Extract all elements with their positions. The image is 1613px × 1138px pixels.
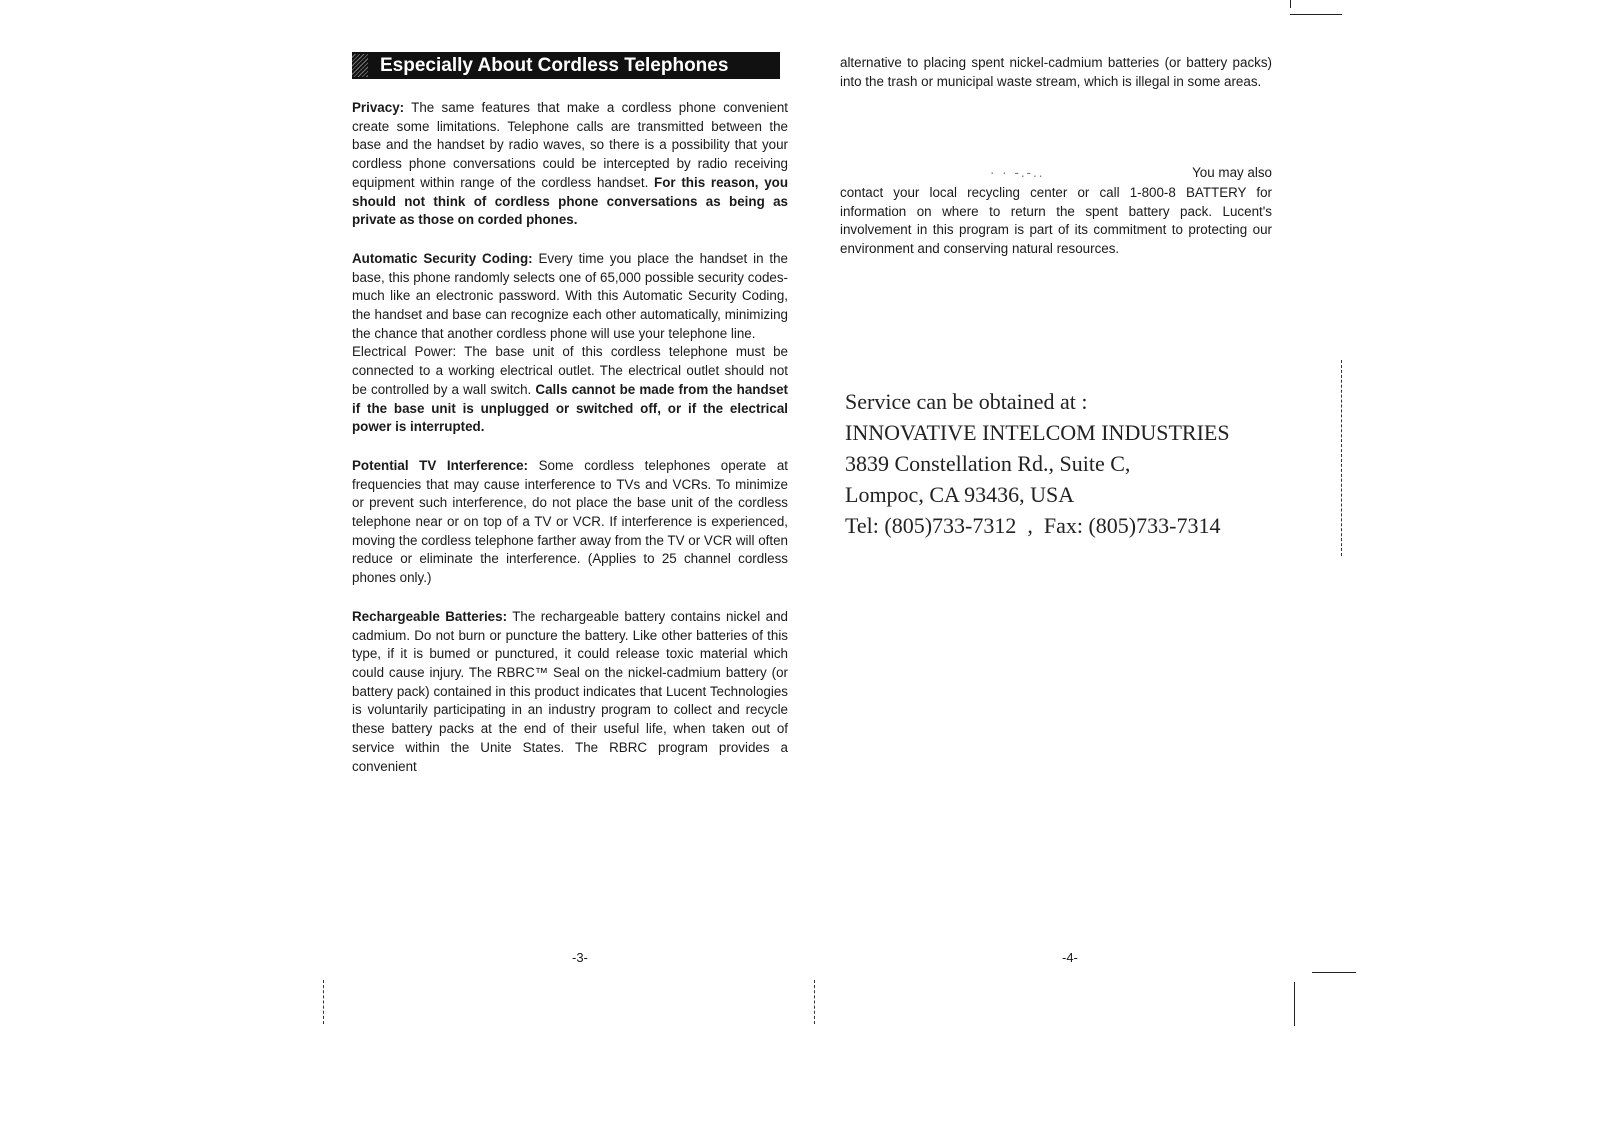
batteries-label: Rechargeable Batteries: xyxy=(352,608,508,624)
fold-line-right xyxy=(1341,360,1342,556)
recycling-paragraph-wrap xyxy=(840,184,1272,259)
service-line-1: Service can be obtained at : xyxy=(845,389,1088,414)
page-number-right: -4- xyxy=(1062,950,1078,965)
batteries-text: The rechargeable battery contains nickel and cadmium. Do not burn or puncture the battery. Like other batteries of this type, if it is bumed or punctured, it could release toxic material which could cause injury. The RBRC™ Seal on the nickel-cadmium battery (or battery pack) contained in this product indicates that Lucent Technologies is voluntarily participating in an industry program to collect and recycle these battery packs at the end of their useful life, when taken out of service within the Unite States. The RBRC program provides a convenient xyxy=(352,608,788,774)
security-paragraph xyxy=(352,250,788,344)
security-text: Every time you place the handset in the base, this phone randomly selects one of 65,000 possible security codes-much like an electronic password. With this Automatic Security Coding, the handset and base can recognize each other automatically, minimizing the chance that another cordless phone will use your telephone line. xyxy=(352,250,788,341)
tv-label: Potential TV Interference: xyxy=(352,457,528,473)
power-text: The base unit of this cordless telephone must be connected to a working electrical outlet. The electrical outlet should not be controlled by a wall switch. xyxy=(352,344,788,397)
partial-line xyxy=(840,164,1272,183)
fold-line-bottom-middle xyxy=(814,980,815,1024)
batteries-paragraph xyxy=(352,608,788,776)
trim-mark-bottom-right xyxy=(1312,972,1356,973)
power-label: Electrical Power: xyxy=(352,344,457,360)
partial-line-text: You may also xyxy=(1192,165,1272,180)
privacy-paragraph xyxy=(352,99,788,230)
section-heading xyxy=(352,52,780,79)
service-address-block xyxy=(845,386,1230,541)
trim-mark-bottom-right-vertical xyxy=(1294,982,1295,1026)
tv-paragraph xyxy=(352,457,788,588)
heading-text: Especially About Cordless Telephones xyxy=(380,55,729,76)
page-number-left: -3- xyxy=(572,950,588,965)
right-page xyxy=(840,54,1272,91)
privacy-label: Privacy: xyxy=(352,100,405,115)
recycling-paragraph: contact your local recycling center or call 1-800-8 BATTERY for information on where to return the spent battery pack. Lucent's involvement in this program is part of its commitment to protecting our environment and conserving natural resources. xyxy=(840,185,1272,257)
power-paragraph xyxy=(352,343,788,437)
left-page xyxy=(352,52,788,776)
service-line-3: 3839 Constellation Rd., Suite C, xyxy=(845,451,1131,476)
power-bold-text: Calls cannot be made from the handset if the base unit is unplugged or switched off, or if the electrical power is interrupted. xyxy=(352,381,788,435)
tv-text: Some cordless telephones operate at frequencies that may cause interference to TVs and VCRs. To minimize or prevent such interference, do not place the base unit of the cordless telephone near or on top of a TV or VCR. If interference is experienced, moving the cordless telephone farther away from the TV or VCR will often reduce or eliminate the interference. (Applies to 25 channel cordless phones only.) xyxy=(352,457,788,586)
faded-text-smudge: · · -.-.. xyxy=(990,165,1045,180)
trim-mark-top-right-vertical xyxy=(1290,0,1291,8)
trim-mark-top-right xyxy=(1290,14,1342,15)
privacy-text: The same features that make a cordless phone convenient create some limitations. Telephone calls are transmitted between the base and the handset by radio waves, so there is a possibility that your cordless phone conversations could be intercepted by radio receiving equipment within range of the cordless handset. xyxy=(352,100,788,190)
service-line-4: Lompoc, CA 93436, USA xyxy=(845,482,1075,507)
privacy-bold-text: For this reason, you should not think of cordless phone conversations as being as private as those on corded phones. xyxy=(352,174,789,228)
continued-paragraph: alternative to placing spent nickel-cadmium batteries (or battery packs) into the trash or municipal waste stream, which is illegal in some areas. xyxy=(840,55,1272,89)
service-line-5: Tel: (805)733-7312 , Fax: (805)733-7314 xyxy=(845,513,1221,538)
service-line-2: INNOVATIVE INTELCOM INDUSTRIES xyxy=(845,420,1230,445)
fold-line-bottom-left xyxy=(323,980,324,1024)
security-label: Automatic Security Coding: xyxy=(352,250,533,266)
heading-corner-mark xyxy=(352,54,368,77)
